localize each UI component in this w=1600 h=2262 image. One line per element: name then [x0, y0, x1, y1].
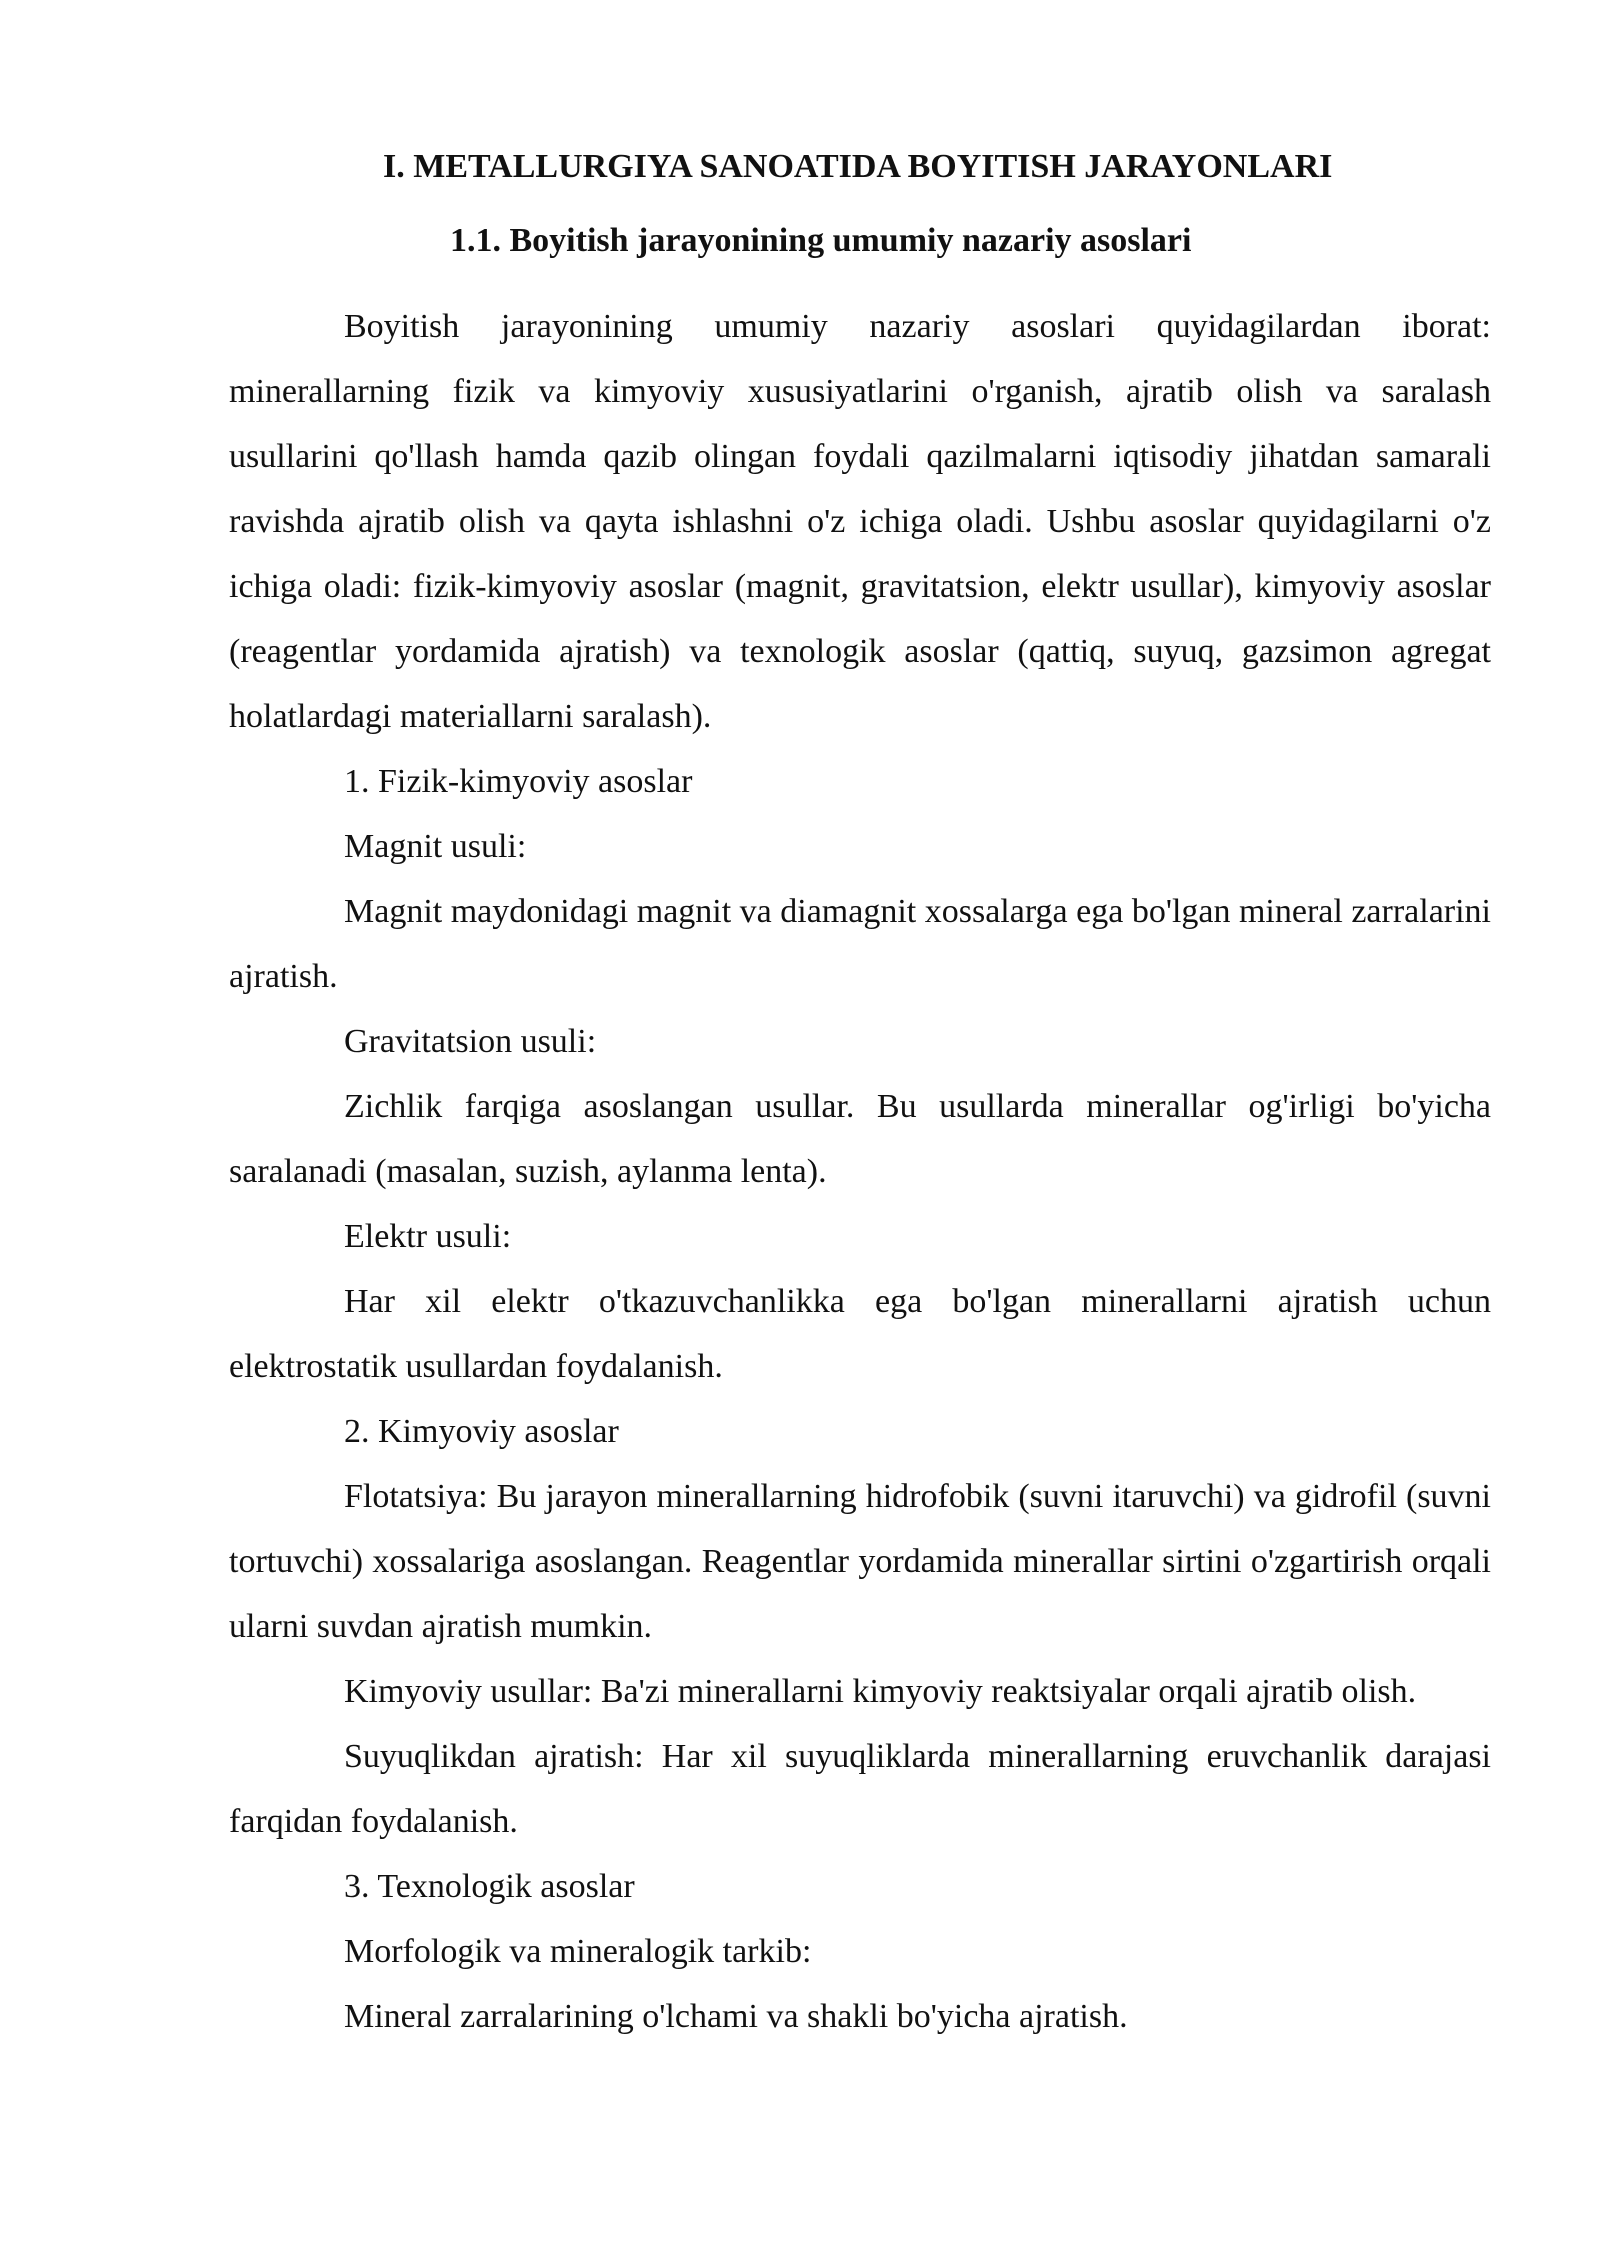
paragraph-electric: Har xil elektr o'tkazuvchanlikka ega bo'lgan minerallarni ajratish uchun elektrostatik usullardan foydalanish.	[229, 1283, 1491, 1385]
label-gravitational-method: Gravitatsion usuli:	[344, 1023, 597, 1060]
paragraph-particle-size: Mineral zarralarining o'lchami va shakli bo'yicha ajratish.	[344, 1998, 1128, 2035]
label-magnetic-method: Magnit usuli:	[344, 828, 527, 865]
paragraph-liquid-separation: Suyuqlikdan ajratish: Har xil suyuqliklarda minerallarning eruvchanlik darajasi farqidan foydalanish.	[229, 1738, 1491, 1840]
label-electric-method: Elektr usuli:	[344, 1218, 512, 1255]
heading-technological: 3. Texnologik asoslar	[344, 1868, 635, 1905]
paragraph-magnetic: Magnit maydonidagi magnit va diamagnit xossalarga ega bo'lgan mineral zarralarini ajratish.	[229, 893, 1491, 995]
heading-physico-chemical: 1. Fizik-kimyoviy asoslar	[344, 763, 693, 800]
paragraph-gravitational: Zichlik farqiga asoslangan usullar. Bu usullarda minerallar og'irligi bo'yicha saralanadi (masalan, suzish, aylanma lenta).	[229, 1088, 1491, 1190]
paragraph-intro: Boyitish jarayonining umumiy nazariy asoslari quyidagilardan iborat: minerallarning fizik va kimyoviy xususiyatlarini o'rganish, ajratib olish va saralash usullarini qo'llash hamda qazib olingan foydali qazilmalarni iqtisodiy jihatdan samarali ravishda ajratib olish va qayta ishlashni o'z ichiga oladi. Ushbu asoslar quyidagilarni o'z ichiga oladi: fizik-kimyoviy asoslar (magnit, gravitatsion, elektr usullar), kimyoviy asoslar (reagentlar yordamida ajratish) va texnologik asoslar (qattiq, suyuq, gazsimon agregat holatlardagi materiallarni saralash).	[229, 308, 1491, 735]
body-text	[229, 294, 1491, 2049]
chapter-title: I. METALLURGIYA SANOATIDA BOYITISH JARAYONLARI	[383, 148, 1333, 185]
section-title: 1.1. Boyitish jarayonining umumiy nazariy asoslari	[450, 222, 1192, 259]
label-morphological: Morfologik va mineralogik tarkib:	[344, 1933, 812, 1970]
paragraph-chemical-methods: Kimyoviy usullar: Ba'zi minerallarni kimyoviy reaktsiyalar orqali ajratib olish.	[344, 1673, 1417, 1710]
heading-chemical: 2. Kimyoviy asoslar	[344, 1413, 619, 1450]
paragraph-flotation: Flotatsiya: Bu jarayon minerallarning hidrofobik (suvni itaruvchi) va gidrofil (suvni tortuvchi) xossalariga asoslangan. Reagentlar yordamida minerallar sirtini o'zgartirish orqali ularni suvdan ajratish mumkin.	[229, 1478, 1491, 1645]
